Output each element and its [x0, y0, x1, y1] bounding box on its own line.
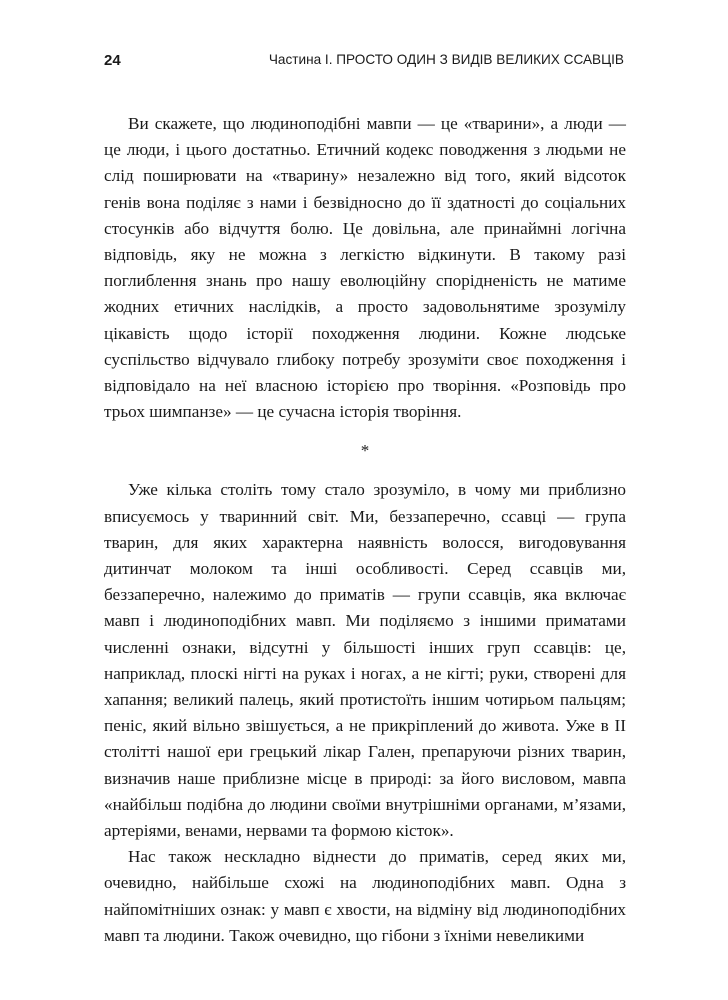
body-text [104, 111, 626, 949]
chapter-title: Частина І. ПРОСТО ОДИН З ВИДІВ ВЕЛИКИХ ССАВЦІВ [268, 52, 624, 67]
section-separator: * [360, 441, 370, 461]
page-number: 24 [104, 52, 121, 69]
running-head [104, 50, 624, 74]
paragraph-1: Ви скажете, що людиноподібні мавпи — це «тварини», а люди — це люди, і цього достатньо. Етичний кодекс поводження з людьми не слід поширювати на «тварину» незалежно від того, який відсоток генів вона поділяє з нами і безвідносно до її здатності до соціальних стосунків або відчуття болю. Це довільна, але принаймні логічна відповідь, яку не можна з легкістю відкинути. В такому разі поглиблення знань про нашу еволюційну спорідненість не матиме жодних етичних наслідків, а просто задовольнятиме зрозумілу цікавість щодо історії походження людини. Кожне людське суспільство відчувало глибоку потребу зрозуміти своє походження і відповідало на неї власною історією про творіння. «Розповідь про трьох шимпанзе» — це сучасна історія творіння. [104, 114, 626, 422]
paragraph-3: Нас також нескладно віднести до приматів, серед яких ми, очевидно, найбільше схожі на людиноподібних мавп. Одна з найпомітніших ознак: у мавп є хвости, на відміну від людиноподібних мавп та людини. Також очевидно, що гібони з їхніми невеликими [104, 847, 626, 945]
paragraph-2: Уже кілька століть тому стало зрозуміло, в чому ми приблизно вписуємось у тваринний світ. Ми, беззаперечно, ссавці — група тварин, для яких характерна наявність волосся, вигодовування дитинчат молоком та інші особливості. Серед ссавців ми, беззаперечно, належимо до приматів — групи ссавців, яка включає мавп і людиноподібних мавп. Ми поділяємо з іншими приматами численні ознаки, відсутні у більшості інших груп ссавців: це, наприклад, плоскі нігті на руках і ногах, а не кігті; руки, створені для хапання; великий палець, який протистоїть іншим чотирьом пальцям; пеніс, який вільно звішується, а не прикріплений до живота. Уже в II столітті нашої ери грецький лікар Гален, препаруючи різних тварин, визначив наше приблизне місце в природі: за його висловом, мавпа «найбільш подібна до людини своїми внутрішніми органами, м’язами, артеріями, венами, нервами та формою кісток». [104, 480, 626, 841]
